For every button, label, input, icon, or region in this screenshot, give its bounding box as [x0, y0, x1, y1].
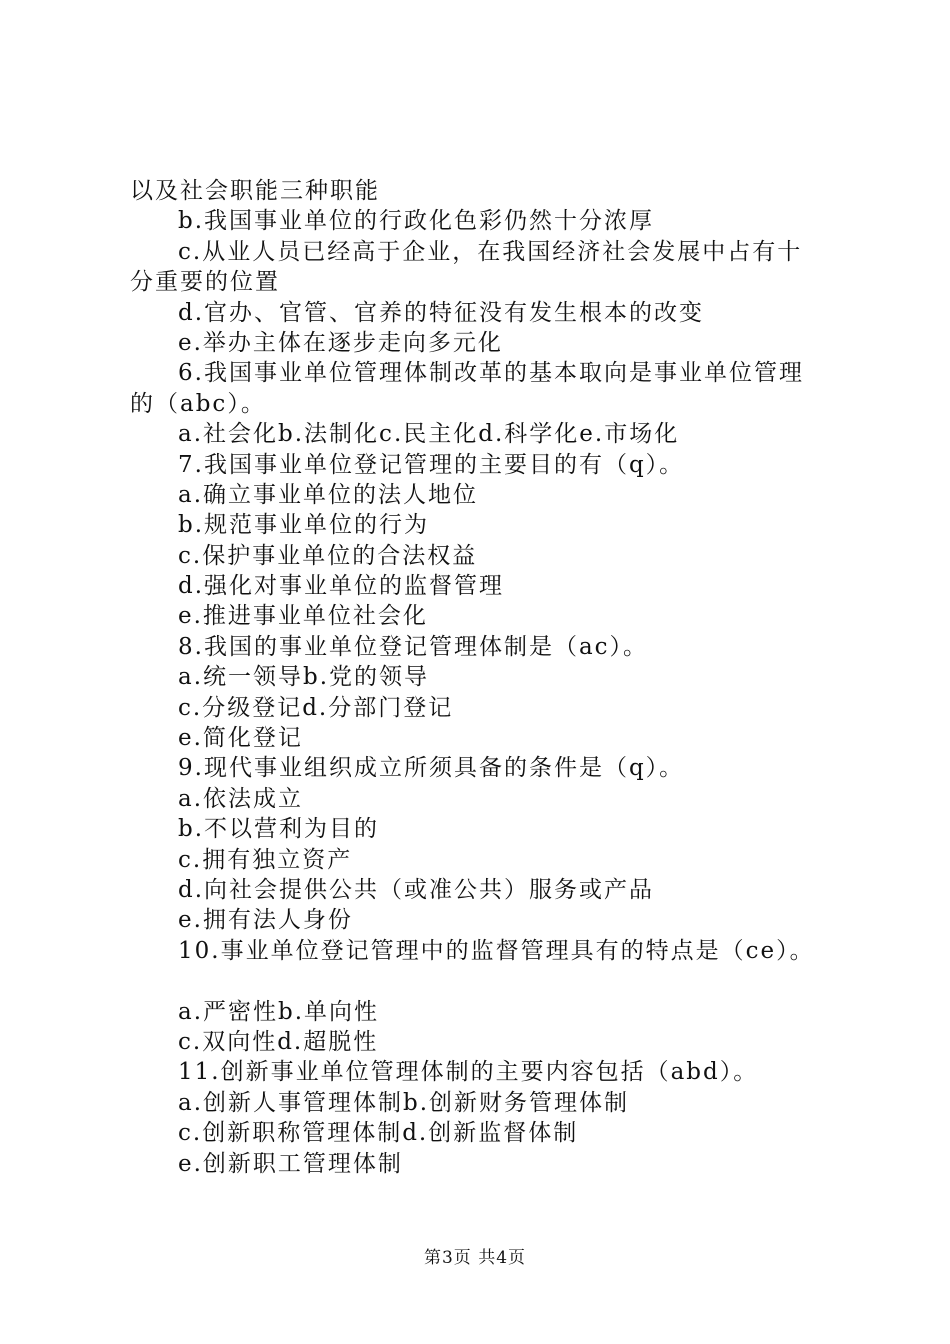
option-line: a.严密性b.单向性	[178, 998, 380, 1025]
option-line: a.依法成立	[178, 785, 304, 812]
option-line: d.官办、官管、官养的特征没有发生根本的改变	[178, 299, 705, 326]
text-line: 分重要的位置	[130, 269, 280, 296]
option-line: a.确立事业单位的法人地位	[178, 481, 479, 508]
option-line: d.向社会提供公共（或准公共）服务或产品	[178, 876, 655, 903]
text-line: 的（abc）。	[130, 390, 266, 417]
option-line: b.不以营利为目的	[178, 816, 380, 843]
option-line: c.保护事业单位的合法权益	[178, 542, 478, 569]
question-line: 6.我国事业单位管理体制改革的基本取向是事业单位管理	[178, 360, 804, 387]
option-line: b.我国事业单位的行政化色彩仍然十分浓厚	[178, 208, 655, 235]
question-line: 8.我国的事业单位登记管理体制是（ac）。	[178, 633, 649, 660]
option-line: a.社会化b.法制化c.民主化d.科学化e.市场化	[178, 421, 680, 448]
option-line: a.创新人事管理体制b.创新财务管理体制	[178, 1089, 630, 1116]
blank-line	[130, 966, 830, 996]
option-line: c.分级登记d.分部门登记	[178, 694, 454, 721]
option-line: e.拥有法人身份	[178, 907, 353, 934]
option-line: c.拥有独立资产	[178, 846, 353, 873]
question-line: 10.事业单位登记管理中的监督管理具有的特点是（ce）。	[178, 937, 815, 964]
question-line: 9.现代事业组织成立所须具备的条件是（q）。	[178, 755, 685, 782]
document-body	[130, 176, 830, 1179]
option-line: d.强化对事业单位的监督管理	[178, 573, 505, 600]
option-line: e.推进事业单位社会化	[178, 603, 428, 630]
text-line: 以及社会职能三种职能	[130, 178, 380, 204]
option-line: e.举办主体在逐步走向多元化	[178, 329, 503, 356]
question-line: 11.创新事业单位管理体制的主要内容包括（abd）。	[178, 1059, 759, 1086]
option-line: a.统一领导b.党的领导	[178, 664, 430, 691]
option-line: e.创新职工管理体制	[178, 1150, 403, 1177]
question-line: 7.我国事业单位登记管理的主要目的有（q）。	[178, 451, 685, 478]
option-line: c.双向性d.超脱性	[178, 1028, 379, 1055]
option-line: b.规范事业单位的行为	[178, 512, 430, 539]
page-footer: 第3页 共4页	[423, 1248, 527, 1268]
option-line: c.从业人员已经高于企业，在我国经济社会发展中占有十	[178, 238, 803, 265]
option-line: e.简化登记	[178, 725, 303, 752]
option-line: c.创新职称管理体制d.创新监督体制	[178, 1120, 579, 1147]
